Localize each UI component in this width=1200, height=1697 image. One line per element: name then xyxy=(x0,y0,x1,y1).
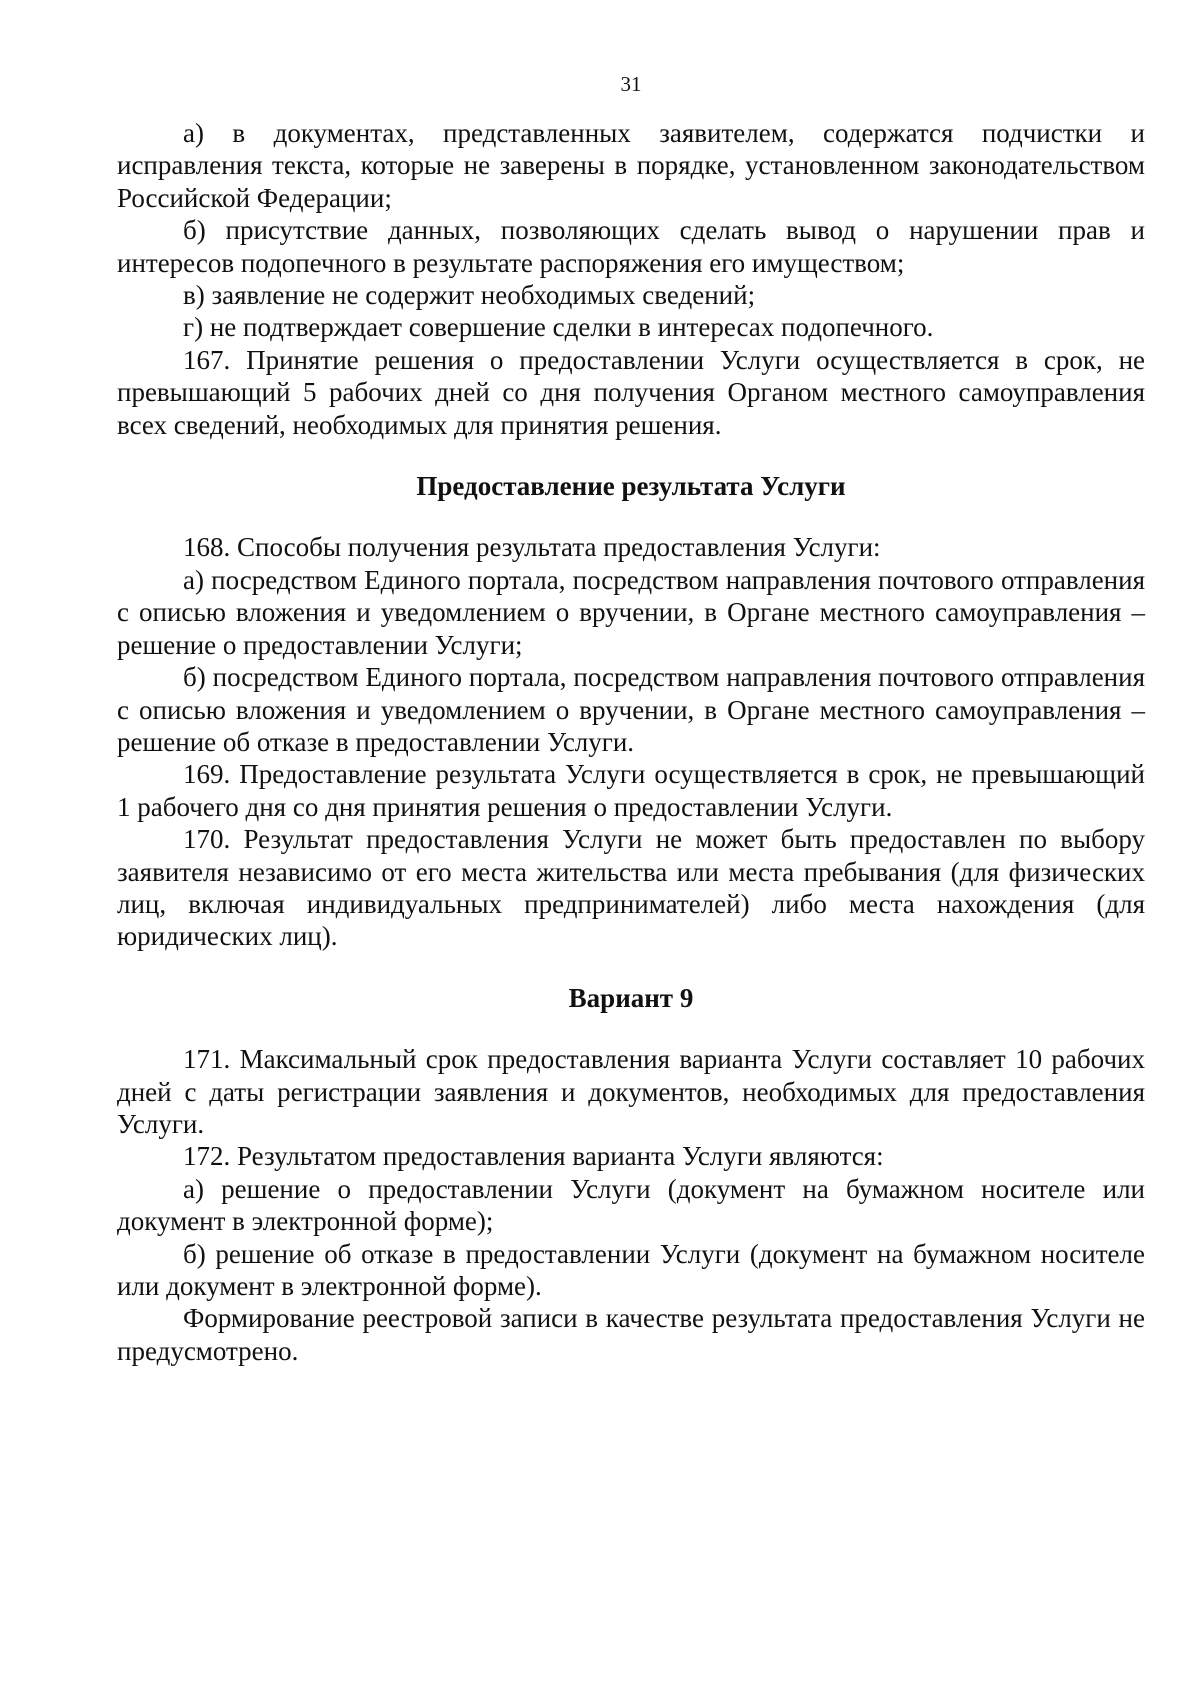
paragraph-a-corrections: а) в документах, представленных заявителем, содержатся подчистки и исправления текста, которые не заверены в порядке, установленном законодательством Российской Федерации; xyxy=(117,118,1145,213)
paragraph-168-b: б) посредством Единого портала, посредством направления почтового отправления с описью вложения и уведомлением о вручении, в Органе местного самоуправления – решение об отказе в предоставлении Услуги. xyxy=(117,662,1145,757)
section-heading-variant: Вариант 9 xyxy=(568,982,694,1013)
paragraph-b-rights-violation: б) присутствие данных, позволяющих сделать вывод о нарушении прав и интересов подопечного в результате распоряжения его имуществом; xyxy=(117,215,1145,278)
paragraph-167: 167. Принятие решения о предоставлении Услуги осуществляется в срок, не превышающий 5 рабочих дней со дня получения Органом местного самоуправления всех сведений, необходимых для принятия решения. xyxy=(117,344,1145,440)
paragraph-g-not-confirmed: г) не подтверждает совершение сделки в интересах подопечного. xyxy=(183,312,934,343)
paragraph-168-a: а) посредством Единого портала, посредством направления почтового отправления с описью вложения и уведомлением о вручении, в Органе местного самоуправления – решение о предоставлении Услуги; xyxy=(117,564,1145,660)
page-number: 31 xyxy=(620,72,642,96)
paragraph-171: 171. Максимальный срок предоставления варианта Услуги составляет 10 рабочих дней с даты регистрации заявления и документов, необходимых для предоставления Услуги. xyxy=(117,1044,1145,1139)
section-heading-result: Предоставление результата Услуги xyxy=(416,471,846,502)
paragraph-168: 168. Способы получения результата предоставления Услуги: xyxy=(183,532,881,563)
paragraph-172-b: б) решение об отказе в предоставлении Услуги (документ на бумажном носителе или документ в электронной форме). xyxy=(117,1238,1145,1301)
paragraph-172: 172. Результатом предоставления варианта Услуги являются: xyxy=(183,1141,884,1172)
paragraph-registry-note: Формирование реестровой записи в качестве результата предоставления Услуги не предусмотрено. xyxy=(117,1303,1145,1366)
document-body xyxy=(117,117,1145,1367)
paragraph-170: 170. Результат предоставления Услуги не может быть предоставлен по выбору заявителя независимо от его места жительства или места пребывания (для физических лиц, включая индивидуальных предпринимателей) либо места нахождения (для юридических лиц). xyxy=(117,824,1145,952)
paragraph-v-missing-info: в) заявление не содержит необходимых сведений; xyxy=(183,280,756,311)
paragraph-169: 169. Предоставление результата Услуги осуществляется в срок, не превышающий 1 рабочего дня со дня принятия решения о предоставлении Услуги. xyxy=(117,759,1145,822)
paragraph-172-a: а) решение о предоставлении Услуги (документ на бумажном носителе или документ в электронной форме); xyxy=(117,1173,1145,1237)
